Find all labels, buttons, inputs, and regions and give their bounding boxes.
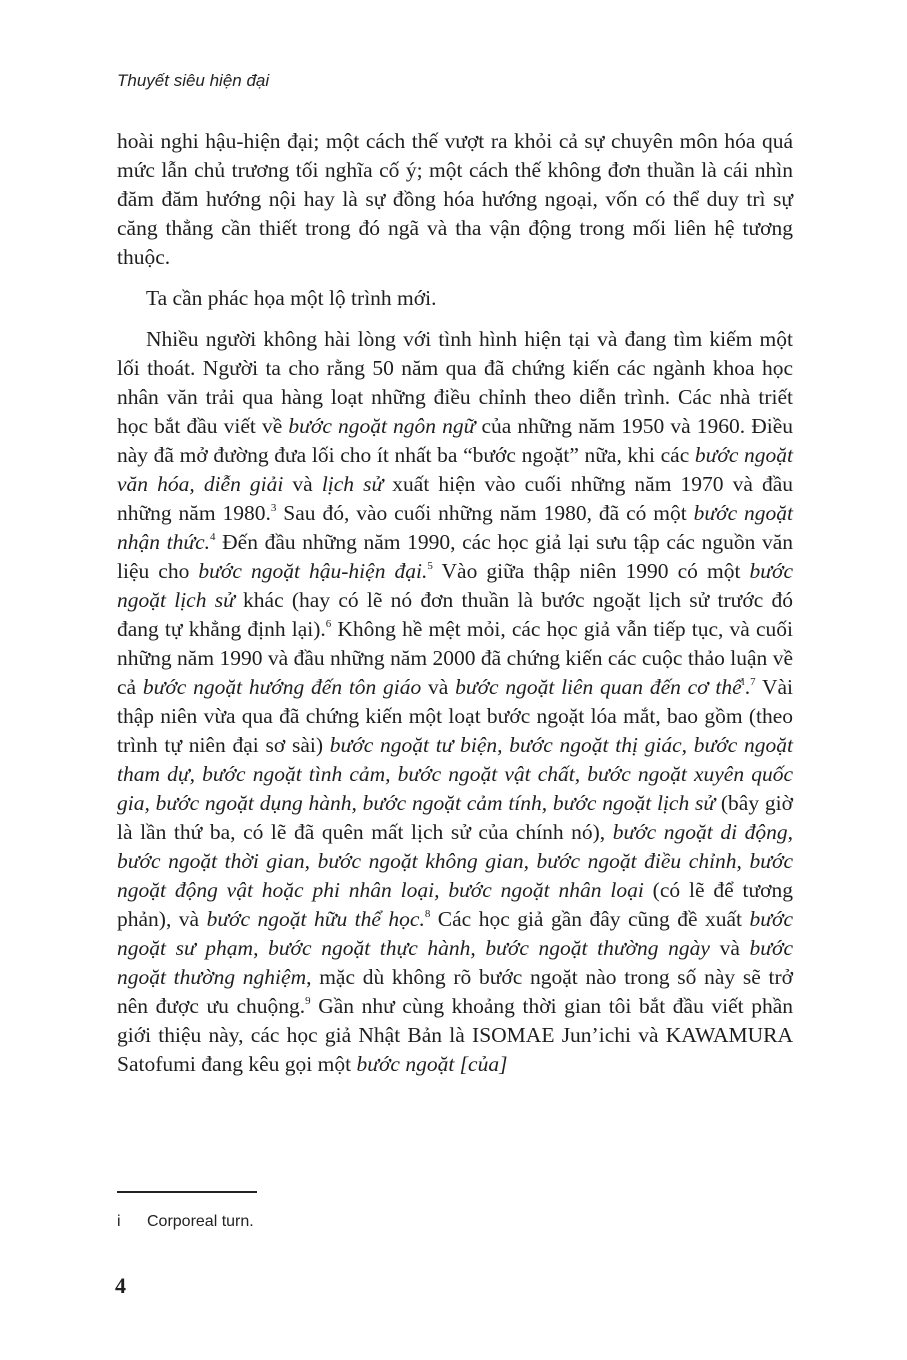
italic-span: bước ngoặt hướng đến tôn giáo [142,675,422,699]
italic-span: lịch sử [321,472,384,496]
footnote [117,1213,254,1231]
italic-span: bước ngoặt [của] [356,1052,508,1076]
text-span: (có lẽ để tương phản), và [117,878,793,931]
italic-span: bước ngoặt di động, bước ngoặt thời gian, bước ngoặt không gian, bước ngoặt điều chỉnh, bước ngoặt động vật hoặc phi nhân loại, bước ngoặt nhân loại [117,820,793,902]
italic-span: bước ngoặt sư phạm, bước ngoặt thực hành, bước ngoặt thường ngày [117,907,793,960]
note-ref: 4 [210,531,216,543]
paragraph-2 [117,284,793,313]
paragraph-1 [117,127,793,272]
italic-span: bước ngoặt văn hóa, diễn giải [117,443,794,496]
italic-span: bước ngoặt hậu-hiện đại. [198,559,428,583]
italic-span: bước ngoặt lịch sử [117,559,793,612]
footnote-divider [117,1191,257,1193]
text-span: Nhiều người không hài lòng với tình hình hiện tại và đang tìm kiếm một lối thoát. Người ta cho rằng 50 năm qua đã chứng kiến các ngành khoa học nhân văn trải qua hàng loạt những điều chỉnh theo diễn trình. Các nhà triết học bắt đầu viết về [117,327,793,438]
note-ref: 3 [270,502,277,514]
note-ref: 9 [305,995,311,1007]
footnote-mark: i [117,1213,121,1230]
text-span: và [421,675,456,699]
italic-span: bước ngoặt nhận thức. [117,501,794,554]
text-span: Không hề mệt mỏi, các học giả vẫn tiếp tục, và cuối những năm 1990 và đầu những năm 2000 đã chứng kiến các cuộc thảo luận về cả [117,617,793,699]
text-span: (bây giờ là lần thứ ba, có lẽ đã quên mất lịch sử của chính nó), [117,791,793,844]
running-head: Thuyết siêu hiện đại [117,71,270,90]
text-span: Vào giữa thập niên 1990 có một [432,559,750,583]
text-span: Vài thập niên vừa qua đã chứng kiến một loạt bước ngoặt lóa mắt, bao gồm (theo trình tự niên đại sơ sài) [117,675,794,757]
note-ref: 7 [750,676,756,688]
text-span: Ta cần phác họa một lộ trình mới. [146,286,437,310]
text-span: Gần như cùng khoảng thời gian tôi bắt đầu viết phần giới thiệu này, các học giả Nhật Bản là ISOMAE Jun’ichi và KAWAMURA Satofumi đang kêu gọi một [117,994,793,1076]
footnote-text: Corporeal turn. [147,1213,254,1230]
italic-span: bước ngoặt liên quan đến cơ thể [455,675,742,699]
text-span: và [709,936,750,960]
text-span: . [744,675,751,699]
text-span: của những năm 1950 và 1960. Điều này đã mở đường đưa lối cho ít nhất ba “bước ngoặt” nữa, khi các [117,414,793,467]
text-span: Các học giả gần đây cũng đề xuất [430,907,750,931]
text-span: và [283,472,322,496]
text-span: Đến đầu những năm 1990, các học giả lại sưu tập các nguồn văn liệu cho [117,530,793,583]
paragraph-3 [117,325,793,1079]
note-ref: 6 [325,618,332,630]
text-span: xuất hiện vào cuối những năm 1970 và đầu những năm 1980. [117,472,793,525]
italic-span: bước ngoặt hữu thể học. [206,907,425,931]
text-span: Sau đó, vào cuối những năm 1980, đã có một [276,501,694,525]
text-span: hoài nghi hậu-hiện đại; một cách thế vượt ra khỏi cả sự chuyên môn hóa quá mức lẫn chủ trương tối nghĩa cố ý; một cách thế không đơn thuần là cái nhìn đăm đăm hướng nội hay là sự đồng hóa hướng ngoại, vốn có thể duy trì sự căng thẳng cần thiết trong đó ngã và tha vận động trong mối liên hệ tương thuộc. [117,129,793,269]
note-ref: 8 [424,908,431,920]
text-span: khác (hay có lẽ nó đơn thuần là bước ngoặt lịch sử trước đó đang tự khẳng định lại). [117,588,793,641]
note-ref: 5 [427,560,433,572]
body-text [117,127,793,1079]
page-number: 4 [115,1273,126,1298]
italic-span: bước ngoặt thường nghiệm [117,936,793,989]
text-span: , mặc dù không rõ bước ngoặt nào trong số này sẽ trở nên được ưu chuộng. [117,965,793,1018]
italic-span: bước ngoặt tư biện, bước ngoặt thị giác, bước ngoặt tham dự, bước ngoặt tình cảm, bước ngoặt vật chất, bước ngoặt xuyên quốc gia, bước ngoặt dụng hành, bước ngoặt cảm tính, bước ngoặt lịch sử [117,733,793,815]
note-ref: i [741,676,745,688]
italic-span: bước ngoặt ngôn ngữ [288,414,476,438]
